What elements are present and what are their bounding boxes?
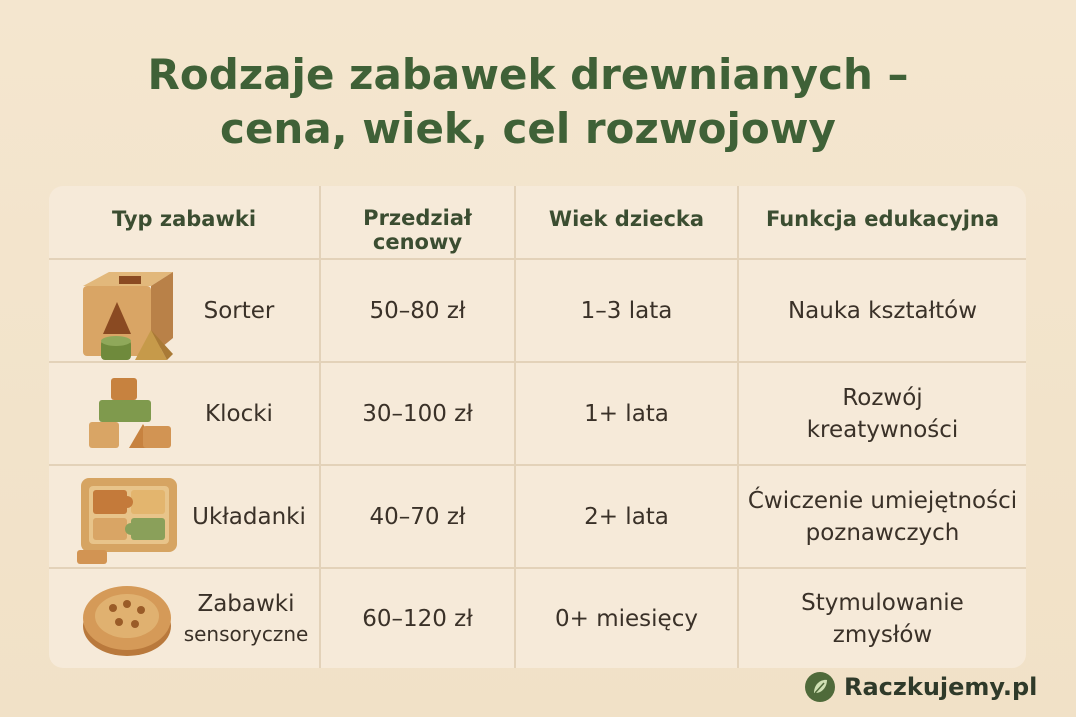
age-cell: 0+ miesięcy: [555, 605, 698, 632]
toy-type-cell: [179, 466, 319, 567]
comparison-table: [49, 186, 1026, 668]
function-cell: [739, 260, 1026, 361]
toy-type-label-line-2: sensoryczne: [183, 621, 309, 646]
function-cell: [739, 363, 1026, 464]
price-cell: 60–120 zł: [362, 605, 473, 632]
function-label-line-2: kreatywności: [806, 416, 959, 443]
toy-type-label: Klocki: [205, 400, 273, 427]
function-label-line-1: Ćwiczenie umiejętności: [747, 487, 1018, 514]
header-child-age: Wiek dziecka: [548, 207, 705, 231]
toy-type-cell: [173, 569, 319, 668]
age-cell: 1+ lata: [584, 400, 669, 427]
puzzle-icon: [75, 474, 183, 566]
shape-sorter-icon: [73, 264, 185, 364]
price-cell: 30–100 zł: [362, 400, 473, 427]
function-label-line-1: Stymulowanie: [801, 589, 964, 616]
header-toy-type: Typ zabawki: [111, 207, 257, 231]
brand-name: Raczkujemy.pl: [844, 673, 1038, 701]
price-cell: 40–70 zł: [369, 503, 466, 530]
function-label: Nauka kształtów: [787, 297, 978, 324]
header-price-line-2: cenowy: [372, 230, 463, 254]
age-cell: 1–3 lata: [580, 297, 673, 324]
page-title-line-1: Rodzaje zabawek drewnianych –: [147, 50, 909, 99]
toy-type-cell: [179, 363, 299, 464]
function-label-line-1: Rozwój: [842, 384, 923, 411]
brand-logo[interactable]: [804, 668, 1037, 706]
page-title-line-2: cena, wiek, cel rozwojowy: [220, 104, 836, 153]
leaf-logo-icon: [804, 671, 836, 703]
toy-type-label: Sorter: [203, 297, 275, 324]
wooden-blocks-icon: [85, 374, 175, 454]
function-label-line-2: poznawczych: [805, 519, 960, 546]
toy-type-label-line-1: Zabawki: [197, 590, 295, 617]
function-label-line-2: zmysłów: [832, 621, 933, 648]
function-cell: [739, 569, 1026, 668]
age-cell: 2+ lata: [584, 503, 669, 530]
toy-type-label: Układanki: [192, 503, 306, 530]
sensory-disc-icon: [79, 578, 179, 660]
toy-type-cell: [179, 260, 299, 361]
header-price-line-1: Przedział: [363, 206, 472, 230]
page-title: [0, 48, 1056, 156]
price-cell: 50–80 zł: [369, 297, 466, 324]
function-cell: [739, 466, 1026, 567]
header-educational-function: Funkcja edukacyjna: [765, 207, 1000, 231]
